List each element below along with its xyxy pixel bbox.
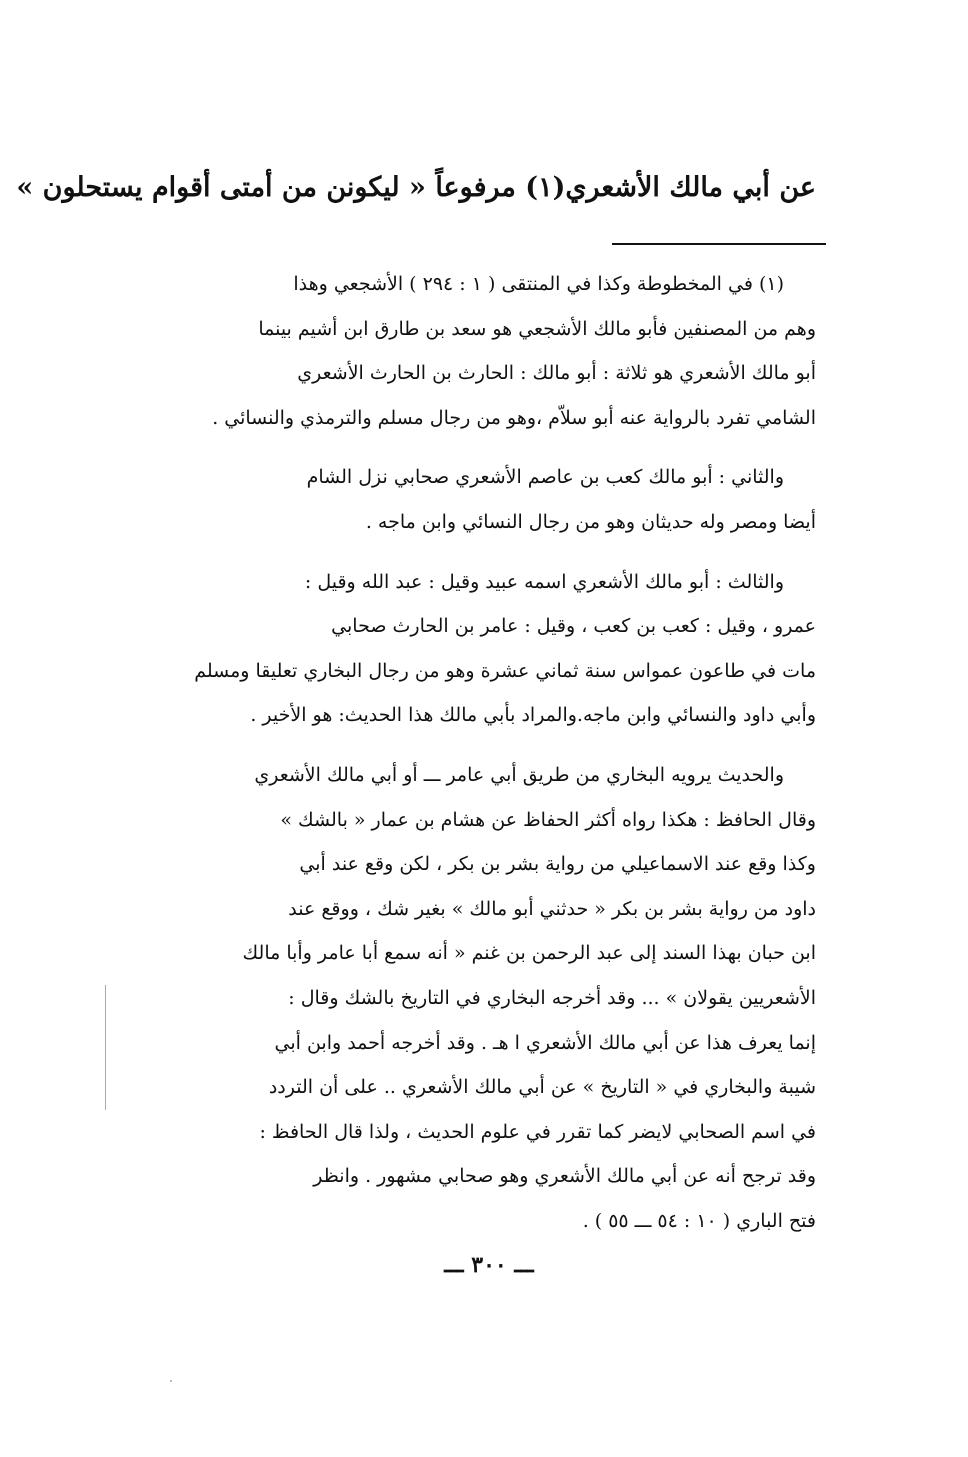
footnote-line: (١) في المخطوطة وكذا في المنتقى ( ١ : ٢٩٤ ) الأشجعي وهذا — [293, 273, 784, 295]
footnote-line: وقد ترجح أنه عن أبي مالك الأشعري وهو صحابي مشهور . وانظر — [313, 1165, 816, 1188]
footnote-line: ابن حبان بهذا السند إلى عبد الرحمن بن غنم « أنه سمع أبا عامر وأبا مالك — [242, 942, 816, 965]
footnote-paragraph-4 — [156, 753, 816, 1244]
footnote-line: وأبي داود والنسائي وابن ماجه.والمراد بأبي مالك هذا الحديث: هو الأخير . — [250, 704, 816, 727]
footnote-line: داود من رواية بشر بن بكر « حدثني أبو مالك » بغير شك ، ووقع عند — [288, 897, 816, 920]
footnote-line: وقال الحافظ : هكذا رواه أكثر الحفاظ عن هشام بن عمار « بالشك » — [280, 808, 816, 831]
footnote-paragraph-1 — [156, 262, 816, 440]
scan-speck — [170, 1380, 172, 1382]
footnote-line: في اسم الصحابي لايضر كما تقرر في علوم الحديث ، ولذا قال الحافظ : — [259, 1120, 816, 1143]
footnote-line: وهم من المصنفين فأبو مالك الأشجعي هو سعد بن طارق ابن أشيم بينما — [258, 317, 816, 340]
footnote-line: وكذا وقع عند الاسماعيلي من رواية بشر بن بكر ، لكن وقع عند أبي — [299, 853, 816, 876]
footnote-line: شيبة والبخاري في « التاريخ » عن أبي مالك الأشعري .. على أن التردد — [268, 1076, 816, 1099]
footnote-line: والثاني : أبو مالك كعب بن عاصم الأشعري صحابي نزل الشام — [306, 466, 784, 489]
footnote-line: والثالث : أبو مالك الأشعري اسمه عبيد وقيل : عبد الله وقيل : — [304, 570, 784, 593]
footnote-line: إنما يعرف هذا عن أبي مالك الأشعري ا هـ . وقد أخرجه أحمد وابن أبي — [274, 1031, 816, 1054]
footnote-line: الشامي تفرد بالرواية عنه أبو سلاّم ،وهو من رجال مسلم والترمذي والنسائي . — [212, 406, 816, 429]
footnote-line: مات في طاعون عمواس سنة ثماني عشرة وهو من رجال البخاري تعليقا ومسلم — [194, 659, 816, 682]
footnote-line: والحديث يرويه البخاري من طريق أبي عامر ـــ أو أبي مالك الأشعري — [254, 763, 784, 786]
footnotes-block — [156, 262, 816, 1258]
footnote-line: الأشعريين يقولان » ... وقد أخرجه البخاري في التاريخ بالشك وقال : — [288, 986, 816, 1009]
footnote-paragraph-2 — [156, 455, 816, 544]
margin-line — [105, 985, 106, 1110]
footnote-line: فتح الباري ( ١٠ : ٥٤ ـــ ٥٥ ) . — [582, 1209, 816, 1232]
footnote-line: أبو مالك الأشعري هو ثلاثة : أبو مالك : الحارث بن الحارث الأشعري — [297, 362, 816, 385]
footnote-separator — [612, 243, 826, 245]
footnote-line: أيضا ومصر وله حديثان وهو من رجال النسائي وابن ماجه . — [365, 510, 816, 533]
footnote-line: عمرو ، وقيل : كعب بن كعب ، وقيل : عامر بن الحارث صحابي — [331, 615, 816, 638]
main-text-line: عن أبي مالك الأشعري(١) مرفوعاً « ليكونن من أمتى أقوام يستحلون » — [16, 172, 816, 203]
page-number: ـــ ٣٠٠ ـــ — [444, 1252, 534, 1278]
footnote-paragraph-3 — [156, 560, 816, 738]
